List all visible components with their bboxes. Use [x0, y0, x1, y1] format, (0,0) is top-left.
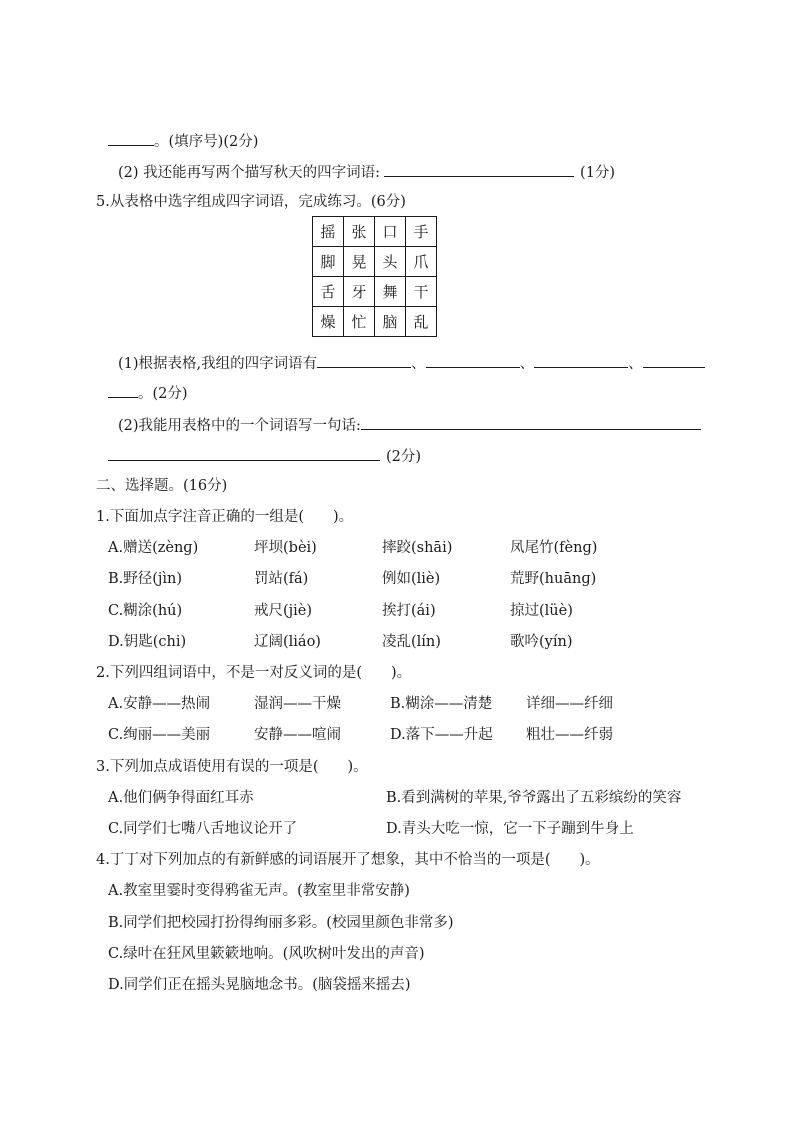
character-grid: [312, 216, 437, 337]
mc1-option-word: 辽阔(liáo): [254, 634, 321, 650]
grid-cell: 张: [344, 217, 375, 247]
answer-blank[interactable]: [384, 161, 574, 177]
grid-cell: 牙: [344, 277, 375, 307]
mc2-option-word: 粗壮——纤弱: [526, 727, 613, 743]
grid-cell: 口: [375, 217, 406, 247]
mc1-option-word: 戒尺(jiè): [254, 603, 313, 619]
mc1-question: 1.下面加点字注音正确的一组是( )。: [96, 509, 354, 525]
grid-cell: 忙: [344, 307, 375, 337]
grid-cell: 燥: [313, 307, 344, 337]
mc1-option-word: 凌乱(lín): [382, 634, 441, 650]
q4-tail-text: 。(填序号)(2分): [154, 134, 259, 150]
mc3-option[interactable]: D.青头大吃一惊，它一下子蹦到牛身上: [386, 821, 634, 837]
mc2-question: 2.下列四组词语中，不是一对反义词的是( )。: [96, 665, 412, 681]
mc1-option[interactable]: D.钥匙(chi): [108, 634, 187, 650]
mc1-option-word: 罚站(fá): [254, 571, 309, 587]
mc3-question: 3.下列加点成语使用有误的一项是( )。: [96, 759, 368, 775]
grid-cell: 脚: [313, 247, 344, 277]
q5-part1: [118, 352, 705, 374]
mc3-option[interactable]: A.他们俩争得面红耳赤: [108, 790, 254, 806]
mc2-option-word: 湿润——干燥: [254, 696, 341, 712]
answer-blank[interactable]: [361, 414, 701, 430]
section-title: 二、选择题。(16分): [96, 478, 228, 494]
q4-answer-line: [108, 130, 258, 152]
mc2-option[interactable]: B.糊涂——清楚: [390, 696, 493, 712]
q4-part2-text: (2) 我还能再写两个描写秋天的四字词语:: [118, 165, 381, 181]
grid-cell: 摇: [313, 217, 344, 247]
answer-blank[interactable]: [534, 352, 628, 368]
q4-part2: [118, 161, 615, 183]
answer-blank[interactable]: [426, 352, 520, 368]
grid-cell: 手: [406, 217, 437, 247]
mc1-option-word: 歌吟(yín): [510, 634, 573, 650]
q5-part2-line2: [108, 445, 421, 467]
mc1-option[interactable]: A.赠送(zènɡ): [108, 540, 199, 556]
q5-part2-points: (2分): [386, 449, 422, 465]
q5-part1-tail-text: 。(2分): [138, 386, 188, 402]
mc4-option[interactable]: D.同学们正在摇头晃脑地念书。(脑袋摇来摇去): [108, 977, 411, 993]
grid-cell: 脑: [375, 307, 406, 337]
mc1-option-word: 掠过(lüè): [510, 603, 573, 619]
separator: 、: [628, 356, 643, 372]
grid-cell: 舞: [375, 277, 406, 307]
q5-title: 5.从表格中选字组成四字词语，完成练习。(6分): [96, 194, 406, 210]
grid-cell: 舌: [313, 277, 344, 307]
q4-part2-points: (1分): [580, 165, 616, 181]
answer-blank[interactable]: [108, 382, 138, 398]
grid-cell: 头: [375, 247, 406, 277]
answer-blank[interactable]: [643, 352, 705, 368]
mc1-option[interactable]: C.糊涂(hú): [108, 603, 183, 619]
mc4-question: 4.丁丁对下列加点的有新鲜感的词语展开了想象，其中不恰当的一项是( )。: [96, 852, 600, 868]
grid-cell: 干: [406, 277, 437, 307]
q5-part1-text: (1)根据表格,我组的四字词语有: [118, 356, 318, 372]
mc2-option[interactable]: A.安静——热闹: [108, 696, 211, 712]
mc2-option-word: 安静——喧闹: [254, 727, 341, 743]
separator: 、: [519, 356, 535, 372]
mc1-option-word: 挨打(ái): [382, 603, 436, 619]
mc2-option[interactable]: D.落下——升起: [390, 727, 493, 743]
mc1-option-word: 凤尾竹(fènɡ): [510, 540, 598, 556]
mc4-option[interactable]: C.绿叶在狂风里簌簌地响。(风吹树叶发出的声音): [108, 946, 425, 962]
answer-blank[interactable]: [317, 352, 411, 368]
mc3-option[interactable]: C.同学们七嘴八舌地议论开了: [108, 821, 298, 837]
answer-blank[interactable]: [108, 130, 154, 146]
mc1-option-word: 荒野(huānɡ): [510, 571, 597, 587]
mc1-option-word: 坪坝(bèi): [254, 540, 317, 556]
mc1-option[interactable]: B.野径(jìn): [108, 571, 183, 587]
mc1-option-word: 摔跤(shāi): [382, 540, 453, 556]
mc4-option[interactable]: B.同学们把校园打扮得绚丽多彩。(校园里颜色非常多): [108, 915, 454, 931]
mc3-option[interactable]: B.看到满树的苹果,爷爷露出了五彩缤纷的笑容: [386, 790, 682, 806]
mc2-option[interactable]: C.绚丽——美丽: [108, 727, 211, 743]
answer-blank[interactable]: [108, 445, 380, 461]
q5-part2: [118, 414, 701, 436]
q5-part1-tail: [108, 382, 188, 404]
grid-cell: 爪: [406, 247, 437, 277]
q5-part2-text: (2)我能用表格中的一个词语写一句话:: [118, 418, 361, 434]
grid-cell: 乱: [406, 307, 437, 337]
mc2-option-word: 详细——纤细: [526, 696, 613, 712]
mc1-option-word: 例如(liè): [382, 571, 441, 587]
separator: 、: [411, 356, 426, 372]
mc4-option[interactable]: A.教室里霎时变得鸦雀无声。(教室里非常安静): [108, 883, 410, 899]
grid-cell: 晃: [344, 247, 375, 277]
